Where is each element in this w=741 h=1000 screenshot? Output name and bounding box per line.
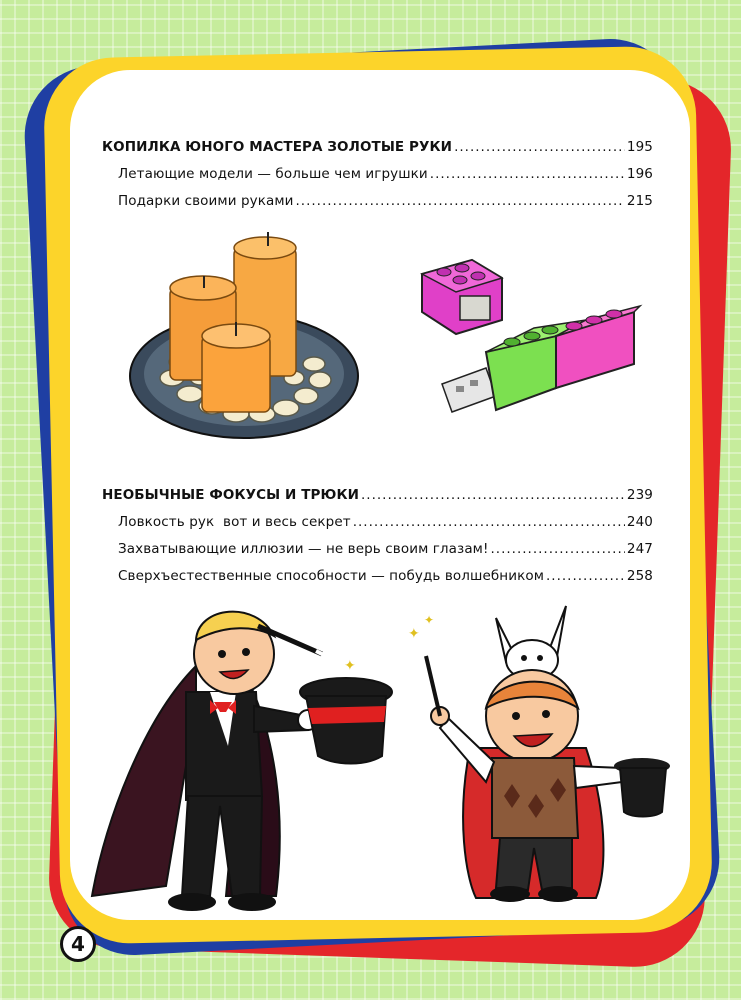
usb-brick-illustration <box>416 246 646 426</box>
toc-item-page: 215 <box>626 193 653 209</box>
magician-rabbit-boy-illustration <box>396 598 676 908</box>
toc-item-page: 196 <box>626 166 653 182</box>
toc-leader-dots <box>454 134 625 161</box>
svg-text:✦: ✦ <box>424 613 435 627</box>
toc-leader-dots <box>490 536 624 563</box>
candles-illustration <box>124 228 374 446</box>
toc-item[interactable] <box>102 188 653 215</box>
page-number: 4 <box>60 926 96 962</box>
toc-item-page: 258 <box>626 568 653 584</box>
toc-item-title: Летающие модели — больше чем игрушки <box>118 166 428 182</box>
toc-leader-dots <box>296 188 625 215</box>
toc-item-page: 247 <box>626 541 653 557</box>
toc-heading-page: 195 <box>626 139 653 155</box>
toc-item-title: Захватывающие иллюзии — не верь своим глазам! <box>118 541 489 557</box>
svg-text:✦: ✦ <box>344 658 356 674</box>
svg-text:✦: ✦ <box>408 626 420 642</box>
toc-item[interactable] <box>102 563 653 590</box>
toc-leader-dots <box>430 161 625 188</box>
toc-section-tricks <box>102 482 653 590</box>
toc-leader-dots <box>546 563 625 590</box>
toc-item-title: Ловкость рук вот и весь секрет <box>118 514 351 530</box>
toc-heading-title: НЕОБЫЧНЫЕ ФОКУСЫ И ТРЮКИ <box>102 487 359 503</box>
toc-item-title: Сверхъестественные способности — побудь волшебником <box>118 568 544 584</box>
toc-heading[interactable] <box>102 134 653 161</box>
toc-item-title: Подарки своими руками <box>118 193 294 209</box>
toc-heading[interactable] <box>102 482 653 509</box>
toc-item[interactable] <box>102 536 653 563</box>
toc-section-crafts <box>102 134 653 215</box>
magician-boy-illustration <box>86 596 396 916</box>
toc-item-page: 240 <box>626 514 653 530</box>
toc-item[interactable] <box>102 161 653 188</box>
toc-leader-dots <box>353 509 625 536</box>
toc-item[interactable] <box>102 509 653 536</box>
toc-leader-dots <box>361 482 625 509</box>
toc-heading-page: 239 <box>626 487 653 503</box>
toc-heading-title: КОПИЛКА ЮНОГО МАСТЕРА ЗОЛОТЫЕ РУКИ <box>102 139 453 155</box>
